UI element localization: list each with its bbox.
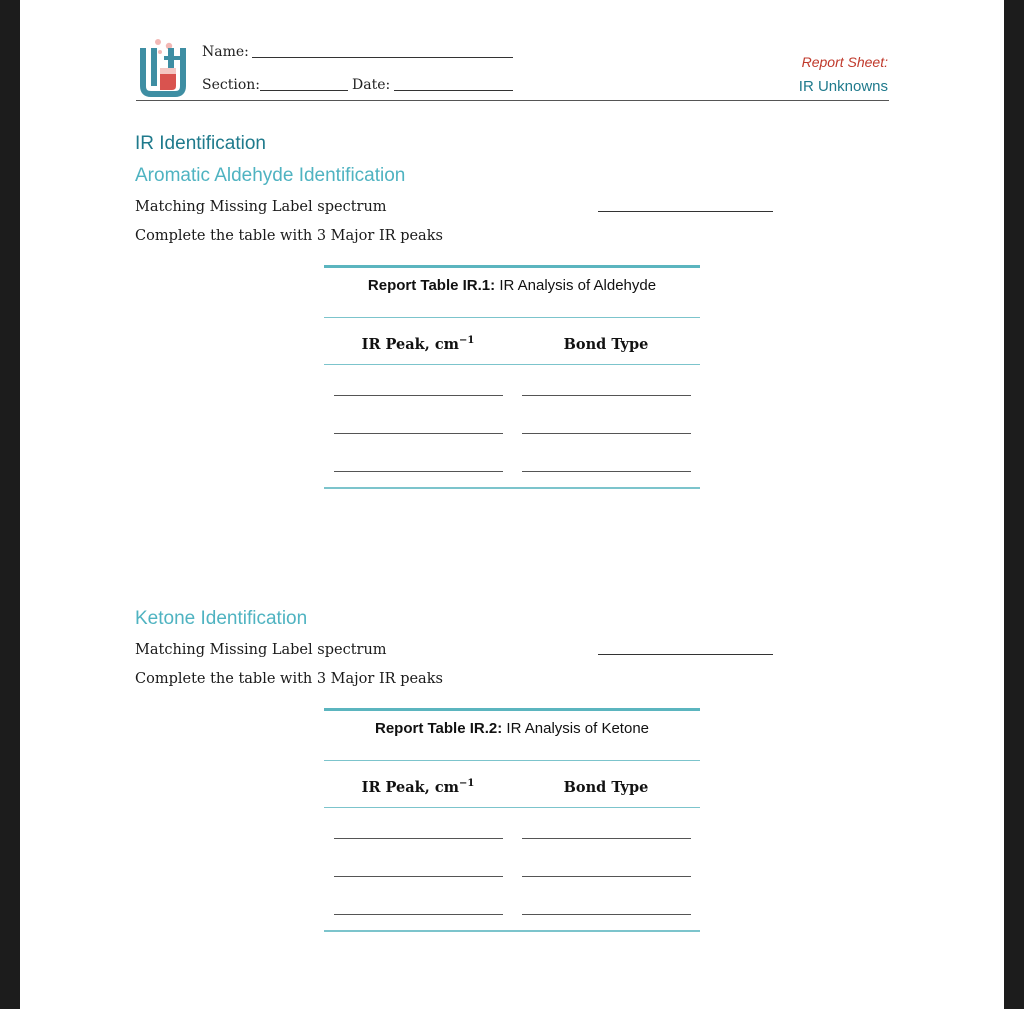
column-header-bond-type: Bond Type xyxy=(563,336,649,353)
section-field[interactable] xyxy=(260,90,348,91)
report-page xyxy=(20,0,1004,1009)
table-rule xyxy=(324,317,700,318)
column-header-ir-peak xyxy=(324,778,512,796)
table-bottom-rule xyxy=(324,930,700,932)
bond-type-cell[interactable] xyxy=(522,914,691,915)
column-header-ir-peak-sup: −1 xyxy=(459,778,475,789)
column-header-bond-type: Bond Type xyxy=(563,779,649,796)
column-header-ir-peak-text: IR Peak, cm xyxy=(361,778,459,796)
table-bottom-rule xyxy=(324,487,700,489)
table-rule xyxy=(324,364,700,365)
aldehyde-heading: Aromatic Aldehyde Identification xyxy=(135,165,406,186)
date-field[interactable] xyxy=(394,90,513,91)
bond-type-cell[interactable] xyxy=(522,395,691,396)
column-header-ir-peak-sup: −1 xyxy=(459,335,475,346)
ketone-match-field[interactable] xyxy=(598,654,773,655)
bond-type-cell[interactable] xyxy=(522,876,691,877)
date-label: Date: xyxy=(352,77,391,93)
ketone-heading: Ketone Identification xyxy=(135,608,308,629)
bond-type-cell[interactable] xyxy=(522,433,691,434)
beaker-logo-icon xyxy=(138,38,188,98)
table-top-rule xyxy=(324,708,700,711)
bond-type-cell[interactable] xyxy=(522,471,691,472)
ketone-match-text: Matching Missing Label spectrum xyxy=(135,642,387,658)
report-sheet-label: Report Sheet: xyxy=(801,54,888,70)
report-title: IR Unknowns xyxy=(798,78,888,95)
column-header-ir-peak xyxy=(324,335,512,353)
section-label: Section: xyxy=(202,77,260,93)
column-header-ir-peak-text: IR Peak, cm xyxy=(361,335,459,353)
ir-peak-cell[interactable] xyxy=(334,395,503,396)
table-caption xyxy=(324,720,700,737)
bond-type-cell[interactable] xyxy=(522,838,691,839)
header-divider xyxy=(136,100,889,101)
ketone-table xyxy=(324,708,700,933)
ir-peak-cell[interactable] xyxy=(334,433,503,434)
ir-peak-cell[interactable] xyxy=(334,914,503,915)
ir-peak-cell[interactable] xyxy=(334,838,503,839)
table-rule xyxy=(324,760,700,761)
table-caption xyxy=(324,277,700,294)
ir-peak-cell[interactable] xyxy=(334,471,503,472)
aldehyde-match-field[interactable] xyxy=(598,211,773,212)
aldehyde-instruction: Complete the table with 3 Major IR peaks xyxy=(135,228,443,244)
name-field[interactable] xyxy=(252,57,513,58)
section-title: IR Identification xyxy=(135,133,266,154)
table-caption-number: Report Table IR.2: xyxy=(375,720,503,737)
table-caption-title: IR Analysis of Aldehyde xyxy=(495,277,657,294)
ketone-instruction: Complete the table with 3 Major IR peaks xyxy=(135,671,443,687)
aldehyde-table xyxy=(324,265,700,490)
ir-peak-cell[interactable] xyxy=(334,876,503,877)
aldehyde-match-text: Matching Missing Label spectrum xyxy=(135,199,387,215)
table-top-rule xyxy=(324,265,700,268)
table-caption-title: IR Analysis of Ketone xyxy=(502,720,649,737)
table-rule xyxy=(324,807,700,808)
table-caption-number: Report Table IR.1: xyxy=(367,277,496,294)
name-label: Name: xyxy=(202,44,249,60)
